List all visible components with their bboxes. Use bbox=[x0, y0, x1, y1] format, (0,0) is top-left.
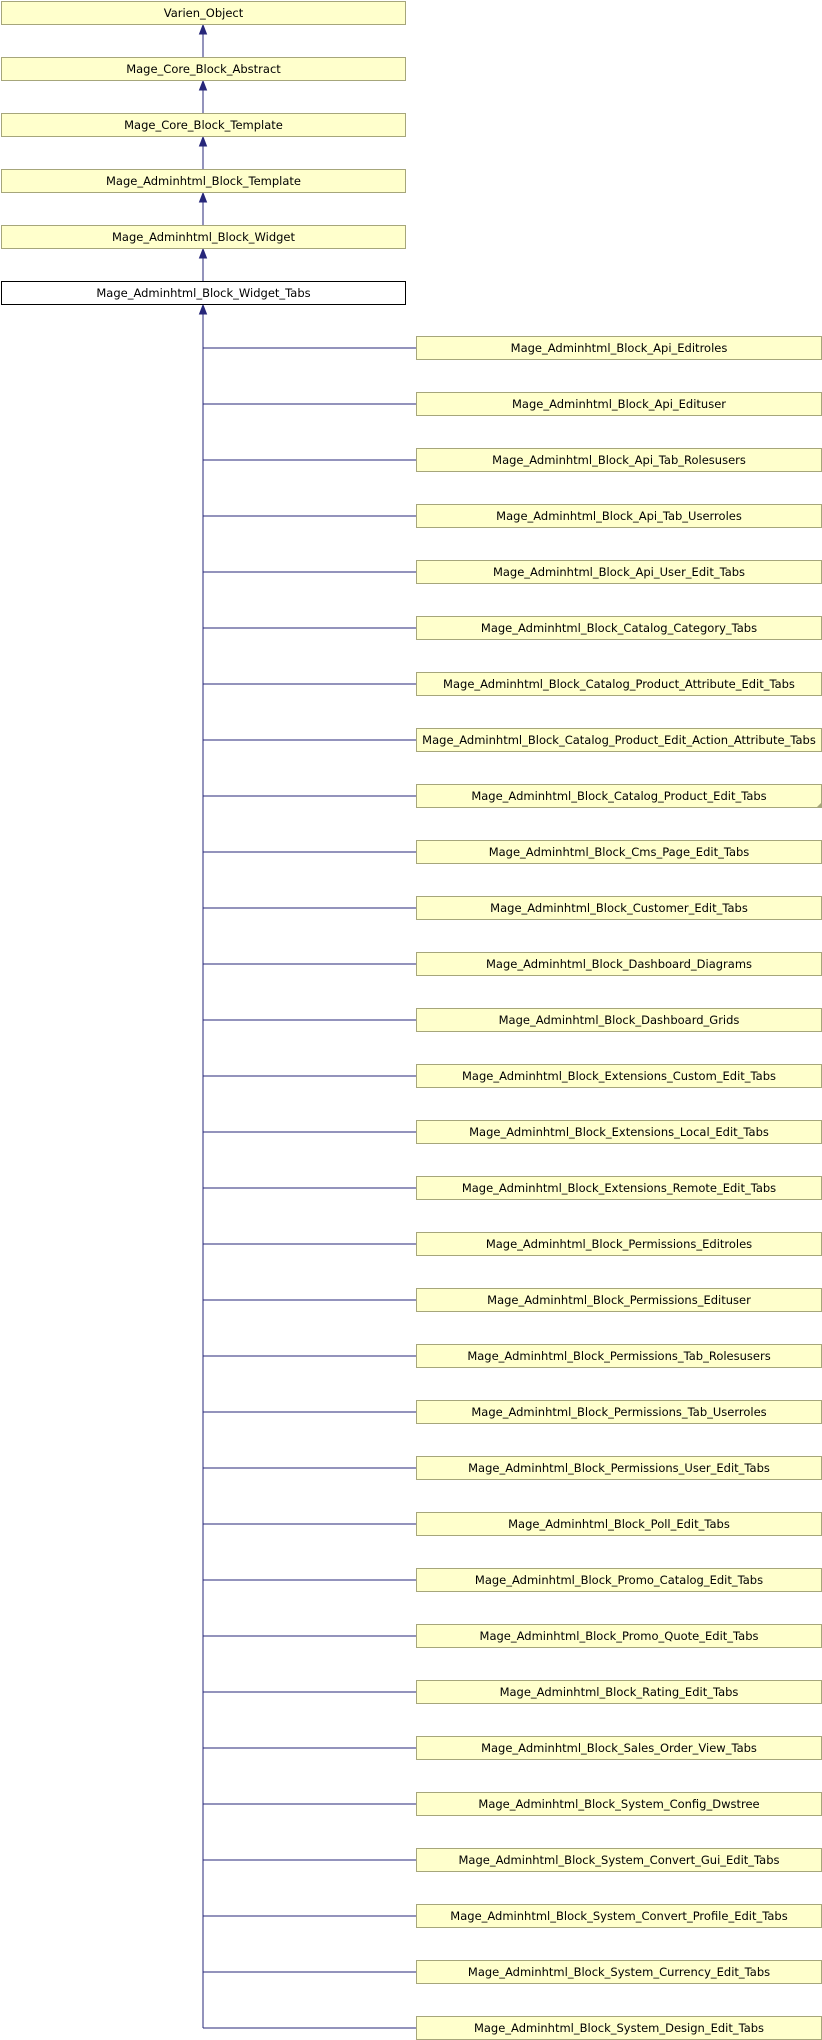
class-node-mage-adminhtml-block-poll-edit-tabs[interactable] bbox=[417, 1513, 822, 1536]
inheritance-arrowhead bbox=[200, 305, 207, 314]
class-node-mage-adminhtml-block-promo-catalog-edit-tabs[interactable] bbox=[417, 1569, 822, 1592]
class-node-mage-core-block-abstract[interactable] bbox=[2, 58, 406, 81]
class-node-label: Mage_Adminhtml_Block_Catalog_Product_Attribute_Edit_Tabs bbox=[443, 677, 795, 691]
class-node-mage-adminhtml-block-catalog-product-attribute-edit-tabs[interactable] bbox=[417, 673, 822, 696]
class-node-label: Mage_Adminhtml_Block_Api_Editroles bbox=[510, 341, 728, 355]
class-node-varien-object[interactable] bbox=[2, 2, 406, 25]
class-node-label: Mage_Adminhtml_Block_Poll_Edit_Tabs bbox=[508, 1517, 730, 1531]
class-node-mage-adminhtml-block-widget[interactable] bbox=[2, 226, 406, 249]
class-node-label: Mage_Adminhtml_Block_Permissions_User_Edit_Tabs bbox=[468, 1461, 770, 1475]
class-node-label: Mage_Adminhtml_Block_System_Currency_Edit_Tabs bbox=[467, 1965, 771, 1979]
class-node-mage-adminhtml-block-api-tab-rolesusers[interactable] bbox=[417, 449, 822, 472]
class-node-mage-core-block-template[interactable] bbox=[2, 114, 406, 137]
class-node-label: Mage_Adminhtml_Block_Dashboard_Diagrams bbox=[485, 957, 753, 971]
class-node-label: Mage_Adminhtml_Block_System_Convert_Profile_Edit_Tabs bbox=[450, 1909, 788, 1923]
class-node-mage-adminhtml-block-dashboard-diagrams[interactable] bbox=[417, 953, 822, 976]
class-node-mage-adminhtml-block-api-edituser[interactable] bbox=[417, 393, 822, 416]
class-node-mage-adminhtml-block-catalog-product-edit-action-attribute-tabs[interactable] bbox=[417, 729, 822, 752]
class-node-label: Mage_Adminhtml_Block_Catalog_Product_Edit_Tabs bbox=[471, 789, 767, 803]
class-node-mage-adminhtml-block-catalog-category-tabs[interactable] bbox=[417, 617, 822, 640]
class-node-label: Mage_Adminhtml_Block_Widget_Tabs bbox=[96, 286, 311, 300]
class-node-label: Mage_Adminhtml_Block_Permissions_Tab_Rolesusers bbox=[467, 1349, 771, 1363]
class-node-mage-adminhtml-block-permissions-user-edit-tabs[interactable] bbox=[417, 1457, 822, 1480]
class-node-label: Mage_Adminhtml_Block_Catalog_Product_Edit_Action_Attribute_Tabs bbox=[422, 733, 816, 747]
class-node-mage-adminhtml-block-extensions-local-edit-tabs[interactable] bbox=[417, 1121, 822, 1144]
class-node-mage-adminhtml-block-widget-tabs[interactable] bbox=[2, 282, 406, 305]
class-node-label: Mage_Adminhtml_Block_Widget bbox=[111, 230, 296, 244]
class-node-mage-adminhtml-block-permissions-tab-rolesusers[interactable] bbox=[417, 1345, 822, 1368]
inheritance-arrowhead bbox=[200, 25, 207, 34]
class-node-label: Mage_Adminhtml_Block_Rating_Edit_Tabs bbox=[499, 1685, 739, 1699]
class-node-mage-adminhtml-block-sales-order-view-tabs[interactable] bbox=[417, 1737, 822, 1760]
class-node-mage-adminhtml-block-extensions-remote-edit-tabs[interactable] bbox=[417, 1177, 822, 1200]
class-node-label: Mage_Adminhtml_Block_Promo_Quote_Edit_Tabs bbox=[479, 1629, 759, 1643]
edges-layer bbox=[200, 25, 417, 2028]
class-node-label: Mage_Adminhtml_Block_Extensions_Remote_Edit_Tabs bbox=[461, 1181, 777, 1195]
class-node-label: Mage_Adminhtml_Block_Api_User_Edit_Tabs bbox=[492, 565, 746, 579]
class-node-label: Mage_Core_Block_Template bbox=[124, 118, 283, 132]
class-node-label: Mage_Adminhtml_Block_Permissions_Editroles bbox=[485, 1237, 753, 1251]
class-node-mage-adminhtml-block-api-user-edit-tabs[interactable] bbox=[417, 561, 822, 584]
class-node-label: Mage_Core_Block_Abstract bbox=[126, 62, 281, 76]
class-node-label: Mage_Adminhtml_Block_Sales_Order_View_Tabs bbox=[481, 1741, 757, 1755]
class-node-label: Mage_Adminhtml_Block_Cms_Page_Edit_Tabs bbox=[488, 845, 750, 859]
class-node-label: Mage_Adminhtml_Block_System_Config_Dwstree bbox=[478, 1797, 760, 1811]
class-node-label: Mage_Adminhtml_Block_Api_Tab_Rolesusers bbox=[492, 453, 746, 467]
class-node-label: Mage_Adminhtml_Block_Promo_Catalog_Edit_Tabs bbox=[474, 1573, 764, 1587]
class-node-mage-adminhtml-block-system-convert-profile-edit-tabs[interactable] bbox=[417, 1905, 822, 1928]
inheritance-arrowhead bbox=[200, 193, 207, 202]
class-node-mage-adminhtml-block-api-editroles[interactable] bbox=[417, 337, 822, 360]
class-node-label: Varien_Object bbox=[163, 6, 244, 20]
class-node-label: Mage_Adminhtml_Block_System_Design_Edit_Tabs bbox=[473, 2021, 765, 2035]
class-node-mage-adminhtml-block-extensions-custom-edit-tabs[interactable] bbox=[417, 1065, 822, 1088]
class-node-label: Mage_Adminhtml_Block_Permissions_Edituser bbox=[487, 1293, 751, 1307]
class-node-label: Mage_Adminhtml_Block_Catalog_Category_Tabs bbox=[480, 621, 758, 635]
class-node-label: Mage_Adminhtml_Block_Permissions_Tab_Userroles bbox=[471, 1405, 767, 1419]
class-node-label: Mage_Adminhtml_Block_Customer_Edit_Tabs bbox=[490, 901, 748, 915]
class-node-mage-adminhtml-block-customer-edit-tabs[interactable] bbox=[417, 897, 822, 920]
class-node-label: Mage_Adminhtml_Block_System_Convert_Gui_Edit_Tabs bbox=[458, 1853, 780, 1867]
class-node-mage-adminhtml-block-promo-quote-edit-tabs[interactable] bbox=[417, 1625, 822, 1648]
class-node-mage-adminhtml-block-system-config-dwstree[interactable] bbox=[417, 1793, 822, 1816]
class-node-label: Mage_Adminhtml_Block_Api_Tab_Userroles bbox=[496, 509, 742, 523]
inheritance-arrowhead bbox=[200, 137, 207, 146]
class-node-mage-adminhtml-block-api-tab-userroles[interactable] bbox=[417, 505, 822, 528]
class-node-label: Mage_Adminhtml_Block_Extensions_Custom_Edit_Tabs bbox=[461, 1069, 777, 1083]
class-node-mage-adminhtml-block-permissions-tab-userroles[interactable] bbox=[417, 1401, 822, 1424]
class-node-mage-adminhtml-block-permissions-editroles[interactable] bbox=[417, 1233, 822, 1256]
class-node-mage-adminhtml-block-cms-page-edit-tabs[interactable] bbox=[417, 841, 822, 864]
inheritance-arrowhead bbox=[200, 249, 207, 258]
class-node-label: Mage_Adminhtml_Block_Api_Edituser bbox=[511, 397, 727, 411]
class-node-mage-adminhtml-block-permissions-edituser[interactable] bbox=[417, 1289, 822, 1312]
class-node-mage-adminhtml-block-catalog-product-edit-tabs[interactable] bbox=[417, 785, 822, 808]
class-node-label: Mage_Adminhtml_Block_Extensions_Local_Edit_Tabs bbox=[469, 1125, 769, 1139]
class-node-mage-adminhtml-block-system-currency-edit-tabs[interactable] bbox=[417, 1961, 822, 1984]
class-node-mage-adminhtml-block-rating-edit-tabs[interactable] bbox=[417, 1681, 822, 1704]
class-node-mage-adminhtml-block-system-convert-gui-edit-tabs[interactable] bbox=[417, 1849, 822, 1872]
class-node-label: Mage_Adminhtml_Block_Template bbox=[105, 174, 302, 188]
class-node-label: Mage_Adminhtml_Block_Dashboard_Grids bbox=[498, 1013, 740, 1027]
class-node-mage-adminhtml-block-dashboard-grids[interactable] bbox=[417, 1009, 822, 1032]
inheritance-arrowhead bbox=[200, 81, 207, 90]
class-node-mage-adminhtml-block-system-design-edit-tabs[interactable] bbox=[417, 2017, 822, 2040]
class-node-mage-adminhtml-block-template[interactable] bbox=[2, 170, 406, 193]
